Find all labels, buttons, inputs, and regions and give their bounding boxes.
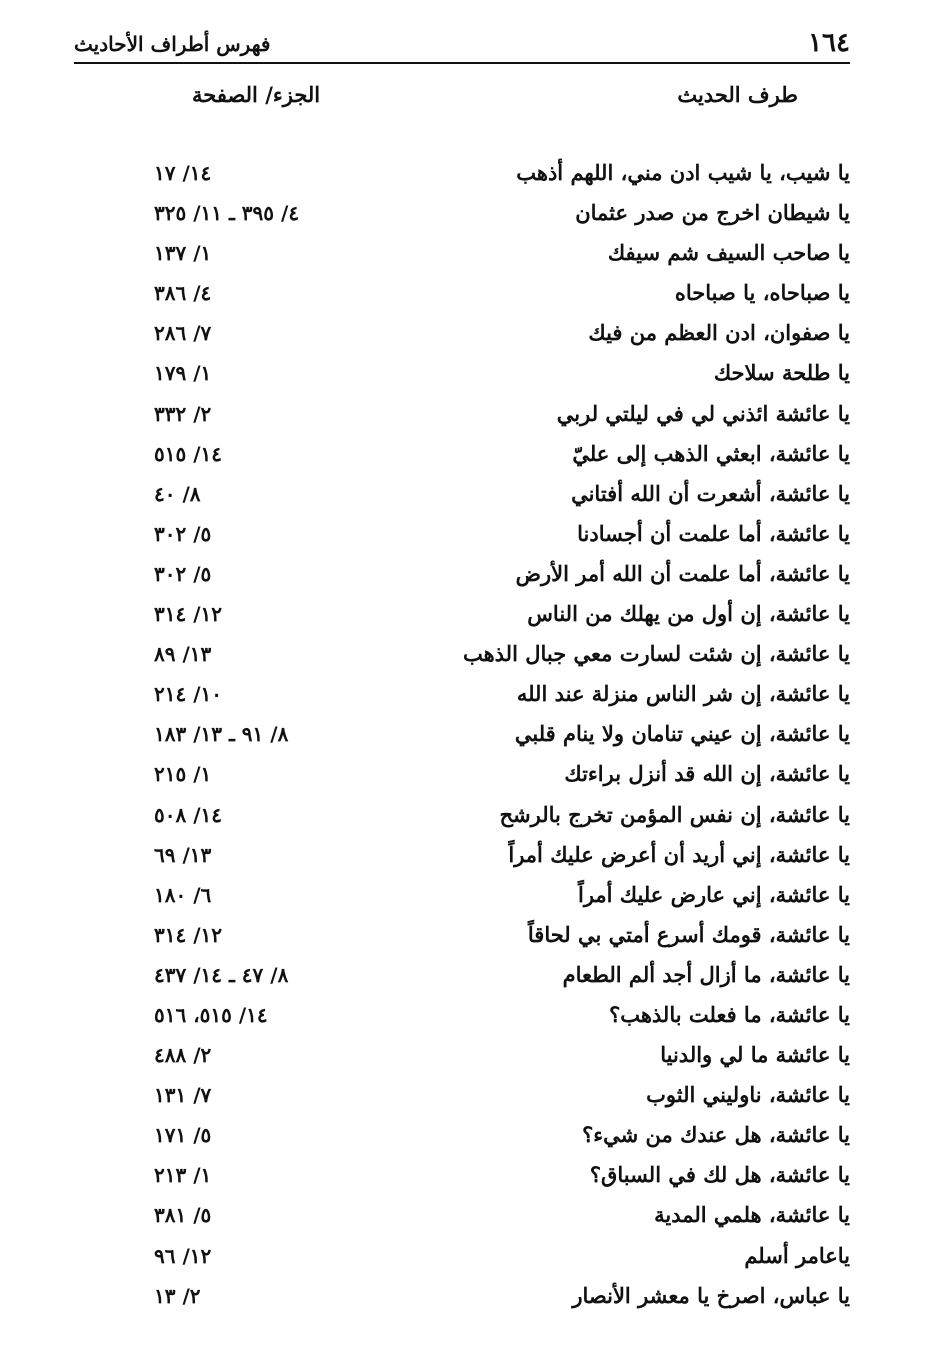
index-entry bbox=[74, 554, 850, 594]
index-entry bbox=[74, 1155, 850, 1195]
index-entry bbox=[74, 153, 850, 193]
volume-page-reference: ١٢/ ٣١٤ bbox=[154, 922, 222, 947]
hadith-text: يا عائشة، إن الله قد أنزل براءتك bbox=[564, 761, 850, 787]
volume-page-reference: ٢/ ١٣ bbox=[154, 1283, 201, 1308]
volume-page-reference: ١٠/ ٢١٤ bbox=[154, 682, 222, 707]
index-entry bbox=[74, 915, 850, 955]
index-entry bbox=[74, 1236, 850, 1276]
hadith-text: يا عائشة، أما علمت أن أجسادنا bbox=[577, 520, 850, 546]
hadith-text: يا عائشة، إن عيني تنامان ولا ينام قلبي bbox=[514, 721, 850, 747]
volume-page-reference: ٨/ ٤٧ ـ ١٤/ ٤٣٧ bbox=[154, 962, 289, 987]
page-number: ١٦٤ bbox=[808, 28, 850, 58]
hadith-text: يا عائشة، إن نفس المؤمن تخرج بالرشح bbox=[499, 801, 850, 827]
volume-page-reference: ٥/ ٣٠٢ bbox=[154, 561, 212, 586]
hadith-text: يا شيب، يا شيب ادن مني، اللهم أذهب bbox=[516, 160, 850, 185]
index-entry bbox=[74, 955, 850, 995]
hadith-text: يا عائشة، أشعرت أن الله أفتاني bbox=[571, 480, 850, 506]
index-entry bbox=[74, 674, 850, 714]
hadith-text: يا عائشة، قومك أسرع أمتي بي لحاقاً bbox=[527, 921, 850, 947]
hadith-text: يا طلحة سلاحك bbox=[713, 360, 850, 386]
index-entry bbox=[74, 795, 850, 835]
volume-page-reference: ١٤/ ٥١٥ bbox=[154, 441, 222, 466]
index-entry bbox=[74, 273, 850, 313]
hadith-text: يا شيطان اخرج من صدر عثمان bbox=[575, 200, 850, 226]
index-entry bbox=[74, 754, 850, 794]
volume-page-reference: ٧/ ٢٨٦ bbox=[154, 321, 212, 346]
volume-page-reference: ١/ ٢١٣ bbox=[154, 1163, 212, 1188]
hadith-text: يا عائشة، إني عارض عليك أمراً bbox=[577, 881, 850, 907]
volume-page-reference: ١٤/ ٥٠٨ bbox=[154, 802, 222, 827]
index-entry bbox=[74, 1035, 850, 1075]
hadith-text: يا عائشة، إن شر الناس منزلة عند الله bbox=[516, 681, 850, 707]
hadith-text: يا عائشة، ناوليني الثوب bbox=[646, 1082, 850, 1108]
index-entry bbox=[74, 353, 850, 393]
reference-column-heading: الجزء/ الصفحة bbox=[192, 82, 321, 107]
hadith-text: يا عائشة، ما أزال أجد ألم الطعام bbox=[562, 961, 850, 987]
index-entry bbox=[74, 474, 850, 514]
hadith-text: يا عائشة، أما علمت أن الله أمر الأرض bbox=[515, 560, 850, 586]
index-entry bbox=[74, 193, 850, 233]
volume-page-reference: ٦/ ١٨٠ bbox=[154, 882, 212, 907]
column-headers bbox=[74, 80, 850, 112]
volume-page-reference: ٢/ ٣٣٢ bbox=[154, 401, 212, 426]
hadith-text: يا عائشة ما لي والدنيا bbox=[660, 1042, 850, 1068]
hadith-text: يا صفوان، ادن العظم من فيك bbox=[588, 320, 850, 346]
hadith-text: يا صاحب السيف شم سيفك bbox=[607, 240, 850, 266]
running-title: فهرس أطراف الأحاديث bbox=[74, 32, 271, 56]
volume-page-reference: ٨/ ٩١ ـ ١٣/ ١٨٣ bbox=[154, 722, 289, 747]
volume-page-reference: ٧/ ١٣١ bbox=[154, 1083, 212, 1108]
index-entry bbox=[74, 714, 850, 754]
volume-page-reference: ١/ ١٧٩ bbox=[154, 361, 212, 386]
index-entry bbox=[74, 835, 850, 875]
index-entry bbox=[74, 1195, 850, 1235]
volume-page-reference: ١/ ١٣٧ bbox=[154, 241, 212, 266]
index-entry bbox=[74, 995, 850, 1035]
volume-page-reference: ٢/ ٤٨٨ bbox=[154, 1043, 212, 1068]
hadith-text: يا عائشة، إن شئت لسارت معي جبال الذهب bbox=[462, 641, 850, 667]
index-entry bbox=[74, 875, 850, 915]
volume-page-reference: ١٤/ ٥١٥، ٥١٦ bbox=[154, 1002, 268, 1027]
hadith-column-heading: طرف الحديث bbox=[677, 82, 798, 107]
hadith-text: يا عباس، اصرخ يا معشر الأنصار bbox=[572, 1282, 850, 1308]
hadith-text: يا عائشة، هل لك في السباق؟ bbox=[589, 1162, 850, 1188]
volume-page-reference: ٤/ ٣٨٦ bbox=[154, 281, 212, 306]
volume-page-reference: ٨/ ٤٠ bbox=[154, 481, 201, 506]
hadith-text: ياعامر أسلم bbox=[744, 1242, 850, 1268]
volume-page-reference: ١٢/ ٩٦ bbox=[154, 1243, 212, 1268]
hadith-text: يا صباحاه، يا صباحاه bbox=[674, 280, 850, 306]
volume-page-reference: ١٣/ ٦٩ bbox=[154, 842, 212, 867]
hadith-text: يا عائشة ائذني لي في ليلتي لربي bbox=[556, 400, 850, 426]
hadith-text: يا عائشة، إني أريد أن أعرض عليك أمراً bbox=[508, 841, 850, 867]
index-entry bbox=[74, 1115, 850, 1155]
index-entry bbox=[74, 514, 850, 554]
index-entry bbox=[74, 313, 850, 353]
volume-page-reference: ٥/ ٣٠٢ bbox=[154, 521, 212, 546]
hadith-text: يا عائشة، هل عندك من شيء؟ bbox=[582, 1122, 850, 1148]
index-entry bbox=[74, 233, 850, 273]
index-entry bbox=[74, 434, 850, 474]
volume-page-reference: ١٢/ ٣١٤ bbox=[154, 602, 222, 627]
volume-page-reference: ١٣/ ٨٩ bbox=[154, 642, 212, 667]
index-entry bbox=[74, 634, 850, 674]
index-entry bbox=[74, 1075, 850, 1115]
hadith-text: يا عائشة، إن أول من يهلك من الناس bbox=[527, 601, 850, 627]
volume-page-reference: ٥/ ١٧١ bbox=[154, 1123, 212, 1148]
volume-page-reference: ١/ ٢١٥ bbox=[154, 762, 212, 787]
volume-page-reference: ٤/ ٣٩٥ ـ ١١/ ٣٢٥ bbox=[154, 201, 300, 226]
hadith-text: يا عائشة، هلمي المدية bbox=[654, 1202, 850, 1228]
hadith-text: يا عائشة، ابعثي الذهب إلى عليّ bbox=[572, 440, 850, 466]
volume-page-reference: ٥/ ٣٨١ bbox=[154, 1203, 212, 1228]
volume-page-reference: ١٤/ ١٧ bbox=[154, 161, 212, 185]
index-entry bbox=[74, 394, 850, 434]
index-entry bbox=[74, 1276, 850, 1316]
hadith-index-list bbox=[74, 153, 850, 1323]
hadith-text: يا عائشة، ما فعلت بالذهب؟ bbox=[609, 1001, 850, 1027]
running-header bbox=[74, 26, 850, 64]
index-entry bbox=[74, 594, 850, 634]
